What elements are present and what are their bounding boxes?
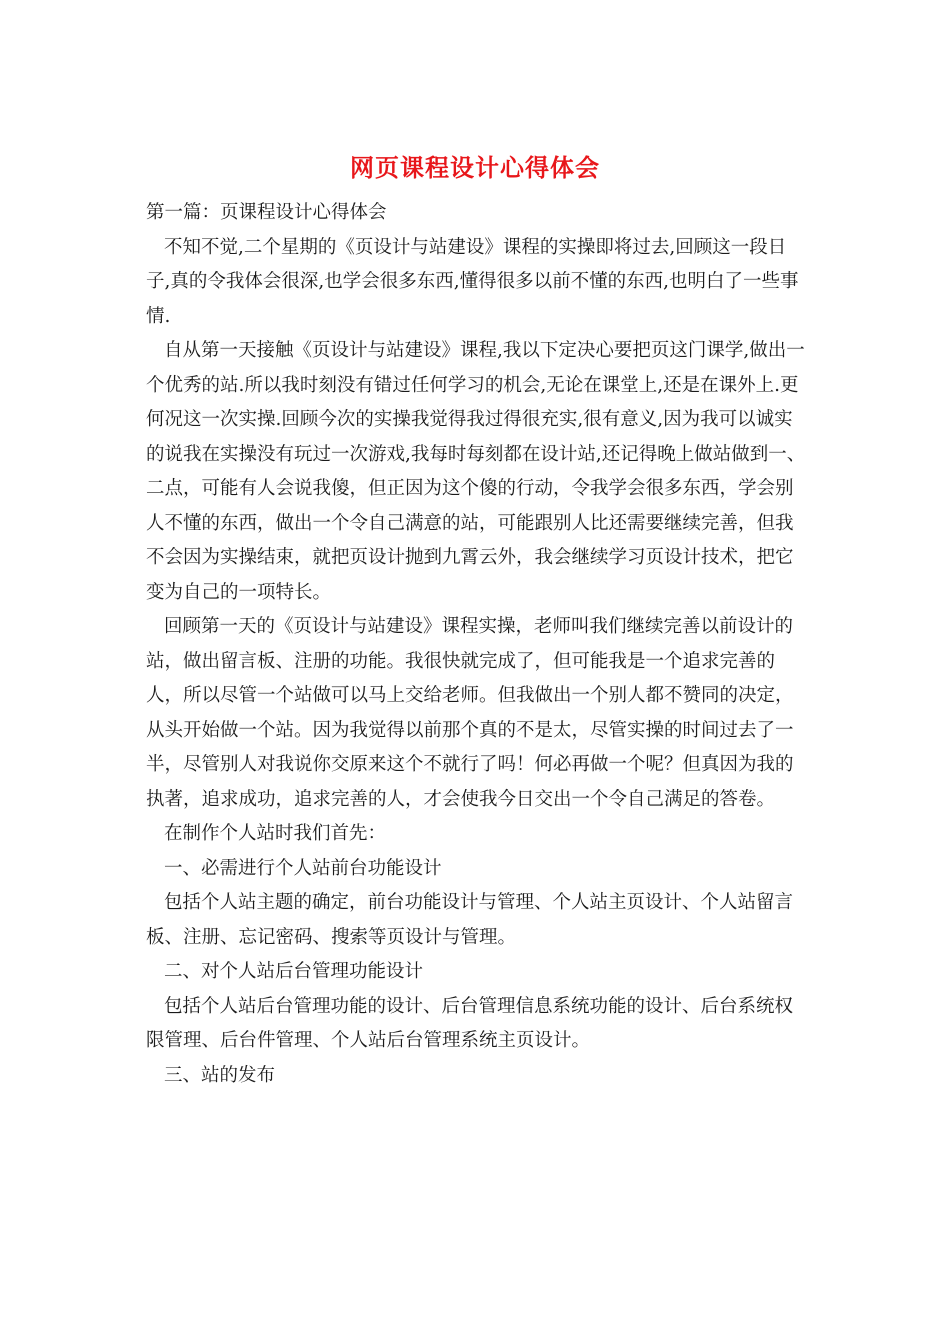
paragraph-steps-intro: 在制作个人站时我们首先： — [164, 823, 387, 844]
document-title: 网页课程设计心得体会 — [350, 153, 600, 182]
section-heading-publish: 三、站的发布 — [164, 1064, 276, 1086]
section-heading-backend: 二、对个人站后台管理功能设计 — [164, 961, 424, 982]
chapter-heading: 第一篇：页课程设计心得体会 — [146, 202, 387, 223]
paragraph-frontend: 包括个人站主题的确定，前台功能设计与管理、个人站主页设计、个人站留言板、注册、忘记密码、搜索等页设计与管理。 — [146, 892, 794, 948]
paragraph-first-day: 自从第一天接触《页设计与站建设》课程,我以下定决心要把页这门课学,做出一个优秀的站.所以我时刻没有错过任何学习的机会,无论在课堂上,还是在课外上.更何况这一次实操.回顾今次的实操我觉得我过得很充实,很有意义,因为我可以诚实的说我在实操没有玩过一次游戏,我每时每刻都在设计站,还记得晚上做站做到一、二点，可能有人会说我傻，但正因为这个傻的行动，令我学会很多东西，学会别人不懂的东西，做出一个令自己满意的站，可能跟别人比还需要继续完善，但我不会因为实操结束，就把页设计抛到九霄云外，我会继续学习页设计技术，把它变为自己的一项特长。 — [146, 340, 806, 603]
section-heading-frontend: 一、必需进行个人站前台功能设计 — [164, 857, 442, 879]
paragraph-intro: 不知不觉,二个星期的《页设计与站建设》课程的实操即将过去,回顾这一段日子,真的令我体会很深,也学会很多东西,懂得很多以前不懂的东西,也明白了一些事情. — [146, 236, 799, 327]
paragraph-review: 回顾第一天的《页设计与站建设》课程实操，老师叫我们继续完善以前设计的站，做出留言板、注册的功能。我很快就完成了，但可能我是一个追求完善的人，所以尽管一个站做可以马上交给老师。但我做出一个别人都不赞同的决定，从头开始做一个站。因为我觉得以前那个真的不是太，尽管实操的时间过去了一半，尽管别人对我说你交原来这个不就行了吗！何必再做一个呢？但真因为我的执著，追求成功，追求完善的人，才会使我今日交出一个令自己满足的答卷。 — [146, 616, 794, 810]
paragraph-backend: 包括个人站后台管理功能的设计、后台管理信息系统功能的设计、后台系统权限管理、后台件管理、个人站后台管理系统主页设计。 — [146, 995, 794, 1051]
document-body — [146, 196, 810, 1093]
